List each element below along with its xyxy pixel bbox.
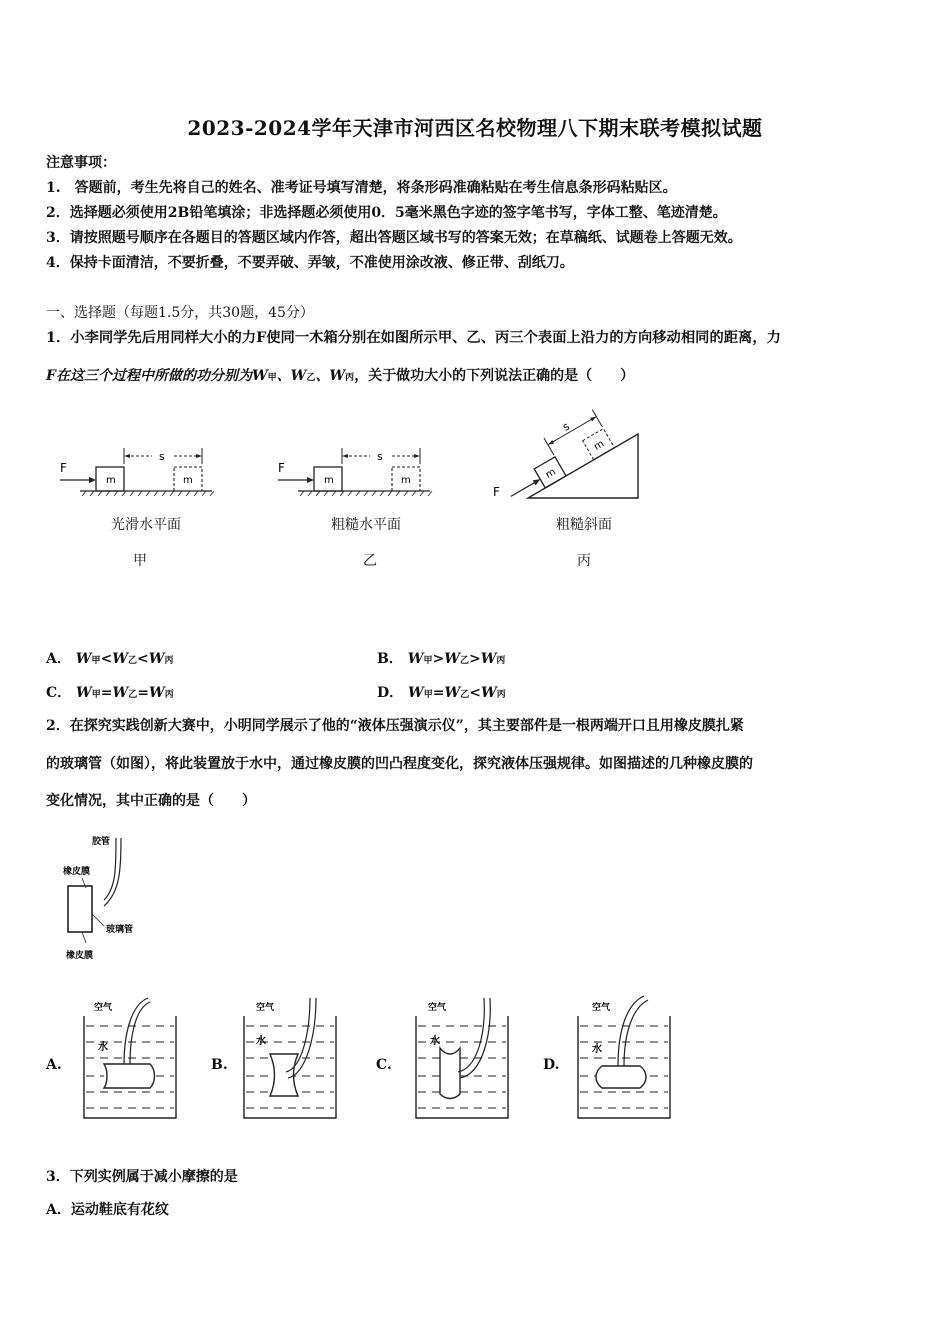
figure-name: 乙 bbox=[363, 553, 377, 569]
w-symbol: W bbox=[75, 651, 92, 667]
subscript: 乙 bbox=[127, 656, 137, 666]
option-a-figure[interactable] bbox=[80, 992, 180, 1122]
notice-item: 4．保持卡面清洁，不要折叠，不要弄破、弄皱，不准使用涂改液、修正带、刮纸刀。 bbox=[46, 255, 574, 271]
option-letter: D． bbox=[377, 685, 404, 701]
q1-text: 、W bbox=[276, 368, 307, 384]
mass-label: m bbox=[183, 475, 193, 486]
q1-text: 、W bbox=[315, 368, 346, 384]
option-letter: A． bbox=[46, 651, 71, 667]
mass-label: m bbox=[324, 475, 334, 486]
option-a[interactable] bbox=[46, 648, 173, 668]
air-label: 空气 bbox=[256, 1003, 275, 1013]
subscript: 乙 bbox=[306, 373, 316, 383]
q1-text: ，关于做功大小的下列说法正确的是（ ） bbox=[354, 368, 635, 384]
distance-label: s bbox=[377, 450, 383, 463]
figure-bing bbox=[488, 398, 648, 503]
page-title: 2023-2024学年天津市河西区名校物理八下期末联考模拟试题 bbox=[187, 116, 763, 140]
water-label: 水 bbox=[98, 1042, 108, 1053]
w-symbol: W bbox=[76, 685, 92, 701]
water-label: 水 bbox=[256, 1036, 266, 1047]
option-a-label[interactable]: A. bbox=[46, 1057, 62, 1073]
notice-item: 1. 答题前，考生先将自己的姓名、准考证号填写清楚，将条形码准确粘贴在考生信息条形码粘贴区。 bbox=[46, 180, 677, 196]
option-b[interactable] bbox=[377, 648, 505, 668]
question-3-option-a[interactable]: A．运动鞋底有花纹 bbox=[46, 1202, 169, 1218]
water-label: 水 bbox=[430, 1036, 440, 1047]
w-symbol: W bbox=[444, 685, 461, 701]
w-symbol: W bbox=[480, 651, 497, 667]
notice-item: 3．请按照题号顺序在各题目的答题区域内作答，超出答题区域书写的答案无效；在草稿纸、试题卷上答题无效。 bbox=[46, 230, 742, 246]
force-label: F bbox=[278, 461, 285, 475]
subscript: 乙 bbox=[128, 690, 138, 700]
option-letter: B． bbox=[377, 651, 403, 667]
subscript: 甲 bbox=[91, 656, 101, 666]
air-label: 空气 bbox=[94, 1003, 113, 1013]
subscript: 乙 bbox=[460, 690, 470, 700]
option-d[interactable] bbox=[377, 682, 506, 702]
w-symbol: W bbox=[407, 651, 424, 667]
w-symbol: W bbox=[444, 651, 460, 667]
figure-caption: 粗糙斜面 bbox=[556, 517, 612, 533]
distance-label: s bbox=[159, 450, 165, 463]
figure-jia bbox=[56, 440, 226, 500]
question-2-line-2: 的玻璃管（如图），将此装置放于水中，通过橡皮膜的凹凸程度变化，探究液体压强规律。如图描述的几种橡皮膜的 bbox=[46, 756, 753, 772]
operator: = bbox=[100, 685, 113, 701]
option-c-figure[interactable] bbox=[412, 992, 512, 1122]
subscript: 丙 bbox=[164, 656, 174, 666]
device-label-membrane-top: 橡皮膜 bbox=[63, 867, 91, 877]
force-label: F bbox=[60, 461, 67, 475]
subscript: 甲 bbox=[267, 373, 277, 383]
figure-name: 丙 bbox=[577, 553, 591, 569]
device-label-tube: 胶管 bbox=[92, 837, 111, 847]
operator: > bbox=[468, 651, 481, 667]
subscript: 丙 bbox=[164, 690, 174, 700]
figure-name: 甲 bbox=[133, 553, 147, 569]
notice-heading: 注意事项： bbox=[46, 155, 116, 171]
operator: < bbox=[100, 651, 113, 667]
figure-caption: 光滑水平面 bbox=[111, 517, 181, 533]
operator: < bbox=[469, 685, 481, 701]
q1-text: F在这三个过程中所做的功分别为W bbox=[46, 368, 268, 384]
mass-label: m bbox=[592, 438, 607, 453]
question-2-line-3: 变化情况，其中正确的是（ ） bbox=[46, 793, 256, 809]
figure-caption: 粗糙水平面 bbox=[331, 517, 401, 533]
mass-label: m bbox=[543, 466, 558, 481]
option-c[interactable] bbox=[46, 682, 174, 702]
option-d-figure[interactable] bbox=[574, 992, 674, 1122]
w-symbol: W bbox=[112, 651, 128, 667]
w-symbol: W bbox=[149, 685, 165, 701]
notice-item: 2．选择题必须使用2B铅笔填涂；非选择题必须使用0．5毫米黑色字迹的签字笔书写，字体工整、笔迹清楚。 bbox=[46, 205, 727, 221]
question-3-stem: 3．下列实例属于减小摩擦的是 bbox=[46, 1169, 238, 1185]
subscript: 乙 bbox=[459, 656, 469, 666]
section-heading: 一、选择题（每题1.5分，共30题，45分） bbox=[46, 305, 314, 321]
subscript: 甲 bbox=[423, 656, 433, 666]
device-label-membrane-bottom: 橡皮膜 bbox=[66, 951, 94, 961]
air-label: 空气 bbox=[428, 1003, 447, 1013]
operator: = bbox=[137, 685, 149, 701]
operator: < bbox=[136, 651, 149, 667]
option-d-label[interactable]: D. bbox=[543, 1057, 560, 1073]
question-2-line-1: 2．在探究实践创新大赛中，小明同学展示了他的“液体压强演示仪”，其主要部件是一根两端开口且用橡皮膜扎紧 bbox=[46, 718, 744, 734]
option-letter: C． bbox=[46, 685, 72, 701]
subscript: 丙 bbox=[345, 373, 355, 383]
w-symbol: W bbox=[112, 685, 129, 701]
water-label: 水 bbox=[592, 1044, 602, 1055]
subscript: 甲 bbox=[423, 690, 433, 700]
subscript: 甲 bbox=[91, 690, 101, 700]
mass-label: m bbox=[106, 475, 116, 486]
subscript: 丙 bbox=[496, 690, 506, 700]
mass-label: m bbox=[401, 475, 411, 486]
w-symbol: W bbox=[408, 685, 424, 701]
w-symbol: W bbox=[480, 685, 497, 701]
option-b-figure[interactable] bbox=[240, 992, 340, 1122]
device-diagram bbox=[60, 828, 160, 968]
question-1-line-2 bbox=[46, 365, 634, 385]
device-label-glass: 玻璃管 bbox=[106, 925, 134, 935]
air-label: 空气 bbox=[592, 1003, 611, 1013]
w-symbol: W bbox=[148, 651, 165, 667]
question-1-line-1: 1．小李同学先后用同样大小的力F使同一木箱分别在如图所示甲、乙、丙三个表面上沿力的方向移动相同的距离，力 bbox=[46, 330, 781, 346]
distance-label: s bbox=[560, 419, 572, 434]
option-c-label[interactable]: C. bbox=[376, 1057, 392, 1073]
force-label: F bbox=[493, 485, 500, 499]
option-b-label[interactable]: B. bbox=[211, 1057, 228, 1073]
operator: = bbox=[432, 685, 445, 701]
figure-yi bbox=[274, 440, 444, 500]
operator: > bbox=[432, 651, 445, 667]
subscript: 丙 bbox=[496, 656, 506, 666]
